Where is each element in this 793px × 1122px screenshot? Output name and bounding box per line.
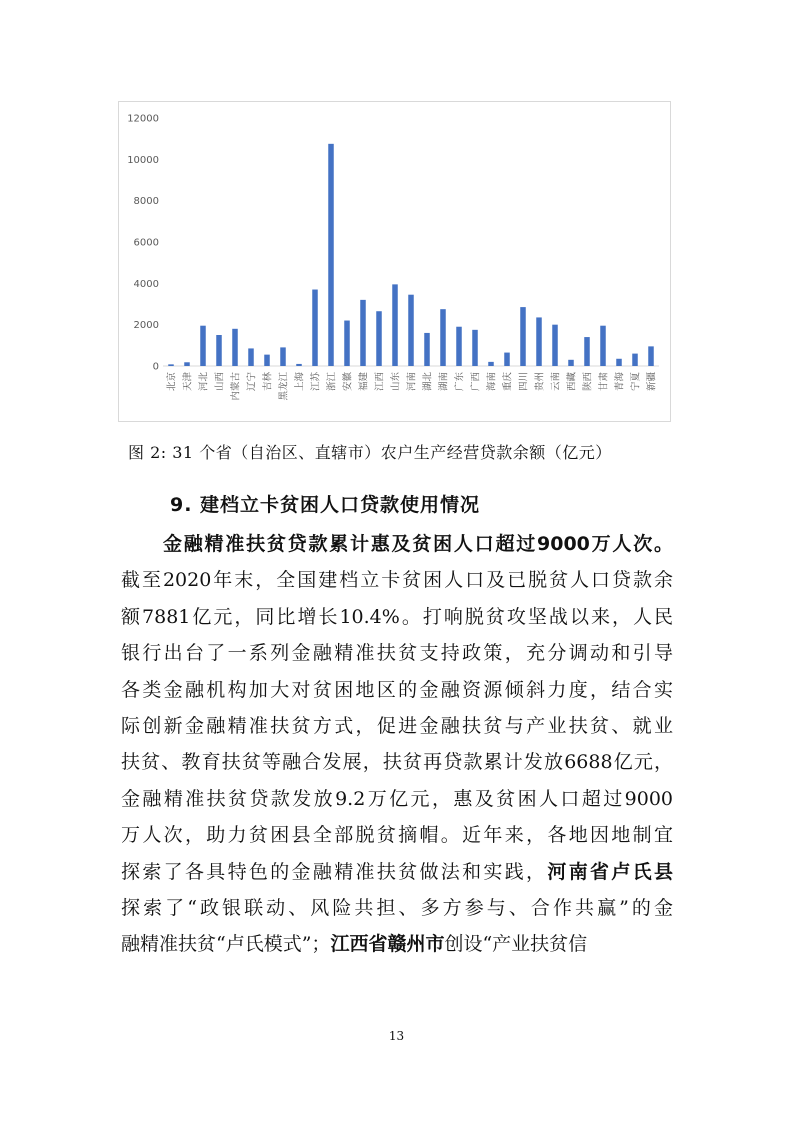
x-tick-label: 河南 xyxy=(406,372,418,392)
bar-辽宁 xyxy=(248,348,254,366)
chart-svg xyxy=(119,102,672,423)
bar-安徽 xyxy=(344,321,350,366)
x-tick-label: 西藏 xyxy=(566,372,578,392)
x-tick-label: 广西 xyxy=(470,372,482,392)
bar-青海 xyxy=(616,359,622,366)
bar-福建 xyxy=(360,300,366,366)
y-tick-label: 12000 xyxy=(127,113,159,125)
bar-北京 xyxy=(168,364,174,366)
bar-河南 xyxy=(408,295,414,366)
paragraph-text: 融精准扶贫“卢氏模式”； xyxy=(121,933,331,956)
paragraph-line: 额7881亿元，同比增长10.4%。打响脱贫攻坚战以来，人民 xyxy=(121,605,673,628)
x-tick-label: 安徽 xyxy=(342,372,354,392)
x-tick-label: 四川 xyxy=(518,372,530,392)
bar-黑龙江 xyxy=(280,347,286,366)
bar-吉林 xyxy=(264,355,270,366)
bar-山东 xyxy=(392,284,398,366)
highlight-place: 河南省卢氏县 xyxy=(547,860,673,883)
section-heading: 9. 建档立卡贫困人口贷款使用情况 xyxy=(170,494,481,516)
x-tick-label: 山东 xyxy=(390,372,402,392)
bar-云南 xyxy=(552,325,558,366)
x-tick-label: 河北 xyxy=(198,372,210,392)
y-tick-label: 4000 xyxy=(133,278,159,290)
x-tick-label: 内蒙古 xyxy=(230,372,242,401)
paragraph-line: 各类金融机构加大对贫困地区的金融资源倾斜力度，结合实 xyxy=(121,678,673,701)
bar-山西 xyxy=(216,335,222,366)
y-tick-label: 10000 xyxy=(127,154,159,166)
x-tick-label: 宁夏 xyxy=(630,372,642,392)
x-tick-label: 上海 xyxy=(294,372,306,392)
paragraph-line: 截至2020年末，全国建档立卡贫困人口及已脱贫人口贷款余 xyxy=(121,569,673,592)
bar-陕西 xyxy=(584,337,590,366)
y-tick-label: 0 xyxy=(152,361,159,373)
x-tick-label: 广东 xyxy=(454,372,466,392)
x-tick-label: 北京 xyxy=(166,372,178,392)
body-paragraph xyxy=(121,526,673,963)
x-tick-label: 重庆 xyxy=(502,372,514,392)
bar-广西 xyxy=(472,330,478,366)
paragraph-line xyxy=(121,926,673,962)
bar-河北 xyxy=(200,326,206,366)
x-tick-label: 辽宁 xyxy=(246,372,258,392)
bar-海南 xyxy=(488,362,494,366)
bar-chart xyxy=(118,101,671,422)
bar-江苏 xyxy=(312,290,318,366)
paragraph-line xyxy=(121,854,673,890)
x-tick-label: 黑龙江 xyxy=(278,372,290,401)
paragraph-text: 探索了各具特色的金融精准扶贫做法和实践， xyxy=(121,860,548,883)
x-tick-label: 湖南 xyxy=(438,372,450,392)
x-tick-label: 江西 xyxy=(374,372,386,392)
paragraph-lead: 金融精准扶贫贷款累计惠及贫困人口超过9000万人次。 xyxy=(163,533,673,555)
bar-浙江 xyxy=(328,144,334,366)
paragraph-line: 银行出台了一系列金融精准扶贫支持政策，充分调动和引导 xyxy=(121,642,673,665)
bar-天津 xyxy=(184,362,190,366)
x-tick-label: 湖北 xyxy=(422,372,434,392)
paragraph-text: 创设“产业扶贫信 xyxy=(444,933,588,956)
x-tick-label: 海南 xyxy=(486,372,498,392)
y-tick-label: 2000 xyxy=(133,320,159,332)
paragraph-line: 扶贫、教育扶贫等融合发展，扶贫再贷款累计发放6688亿元， xyxy=(121,751,673,774)
paragraph-line: 际创新金融精准扶贫方式，促进金融扶贫与产业扶贫、就业 xyxy=(121,714,673,737)
x-tick-label: 新疆 xyxy=(646,372,658,392)
paragraph-line: 探索了“政银联动、风险共担、多方参与、合作共赢”的金 xyxy=(121,896,673,919)
x-tick-label: 山西 xyxy=(214,372,226,392)
x-tick-label: 天津 xyxy=(182,372,194,392)
bar-上海 xyxy=(296,364,302,366)
bar-重庆 xyxy=(504,353,510,366)
bar-西藏 xyxy=(568,360,574,366)
x-tick-label: 吉林 xyxy=(262,372,274,392)
bar-贵州 xyxy=(536,317,542,366)
page-number: 13 xyxy=(388,1029,405,1043)
bar-广东 xyxy=(456,327,462,366)
bar-宁夏 xyxy=(632,354,638,366)
bar-内蒙古 xyxy=(232,329,238,366)
x-tick-label: 福建 xyxy=(358,372,370,392)
x-tick-label: 陕西 xyxy=(582,372,594,392)
x-tick-label: 江苏 xyxy=(310,372,322,392)
y-tick-label: 8000 xyxy=(133,196,159,208)
x-tick-label: 青海 xyxy=(614,372,626,392)
paragraph-line: 万人次，助力贫困县全部脱贫摘帽。近年来，各地因地制宜 xyxy=(121,824,673,847)
bar-四川 xyxy=(520,307,526,366)
y-tick-label: 6000 xyxy=(133,237,159,249)
bar-甘肃 xyxy=(600,326,606,366)
x-tick-label: 甘肃 xyxy=(598,372,610,392)
x-tick-label: 贵州 xyxy=(534,372,546,392)
highlight-place: 江西省赣州市 xyxy=(330,933,445,956)
bar-新疆 xyxy=(648,346,654,366)
figure-caption: 图 2: 31 个省（自治区、直辖市）农户生产经营贷款余额（亿元） xyxy=(128,443,612,462)
x-tick-label: 云南 xyxy=(550,372,562,392)
paragraph-line: 金融精准扶贫贷款发放9.2万亿元，惠及贫困人口超过9000 xyxy=(121,787,673,810)
bar-湖北 xyxy=(424,333,430,366)
bar-江西 xyxy=(376,311,382,366)
bar-湖南 xyxy=(440,309,446,366)
x-tick-label: 浙江 xyxy=(326,372,338,392)
